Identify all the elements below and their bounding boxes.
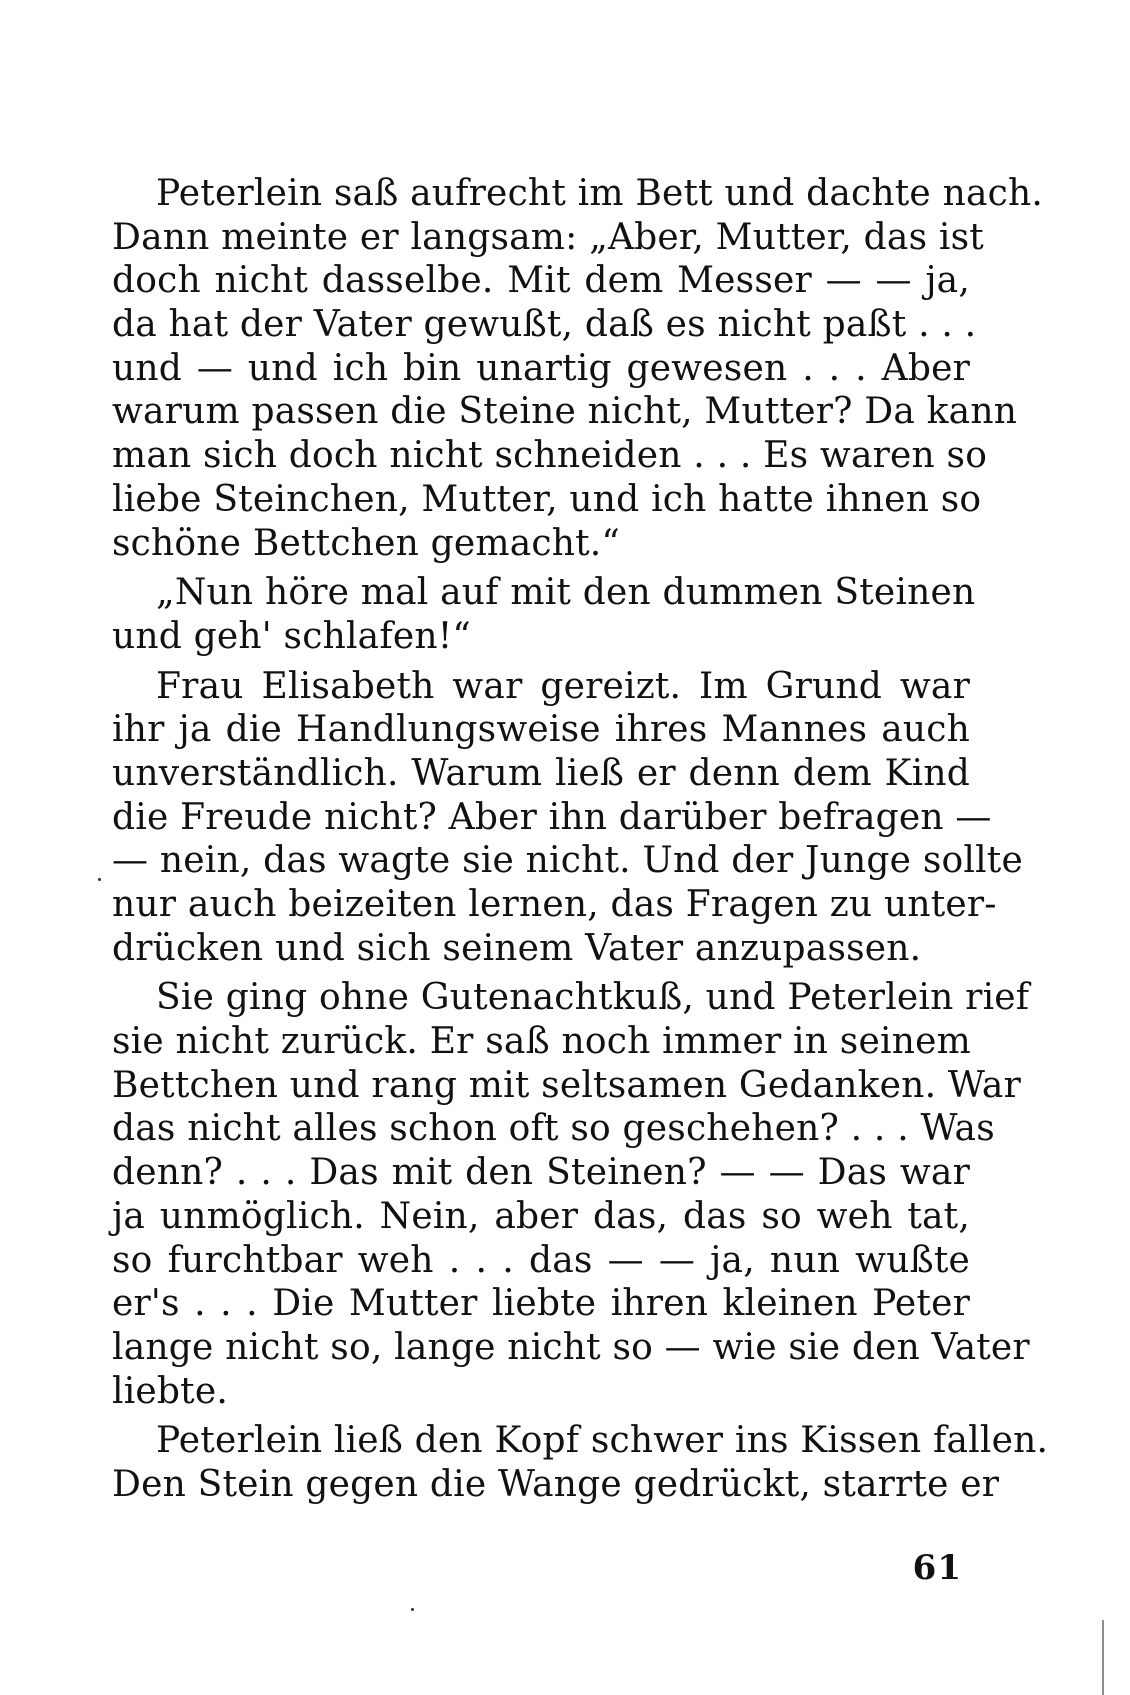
text-line: nur auch beizeiten lernen, das Fragen zu unter-: [112, 884, 997, 925]
scan-speck: [98, 878, 101, 881]
text-line: denn? . . . Das mit den Steinen? — — Das war: [112, 1152, 970, 1194]
text-line: sie nicht zurück. Er saß noch immer in seinem: [112, 1021, 971, 1063]
text-line: Frau Elisabeth war gereizt. Im Grund war: [156, 665, 970, 707]
text-line: unverständlich. Warum ließ er denn dem Kind: [112, 752, 970, 794]
text-line: da hat der Vater gewußt, daß es nicht paßt . . .: [112, 304, 977, 346]
text-line: ja unmöglich. Nein, aber das, das so weh tat,: [112, 1195, 970, 1237]
paragraph-1: [112, 172, 1044, 565]
text-line: liebte.: [112, 1370, 228, 1412]
text-line: — nein, das wagte sie nicht. Und der Junge sollte: [112, 840, 1023, 882]
text-line: so furchtbar weh . . . das — — ja, nun wußte: [112, 1239, 970, 1281]
text-line: und — und ich bin unartig gewesen . . . Aber: [112, 347, 970, 389]
scan-edge-mark: [1102, 1620, 1104, 1695]
paragraph-4: [112, 976, 1030, 1413]
text-line: Den Stein gegen die Wange gedrückt, starrte er: [112, 1463, 1000, 1505]
text-line: Dann meinte er langsam: „Aber, Mutter, das ist: [112, 216, 984, 258]
text-line: Sie ging ohne Gutenachtkuß, und Peterlein rief: [156, 977, 1030, 1019]
text-line: schöne Bettchen gemacht.“: [112, 522, 621, 564]
paragraph-5: [112, 1419, 1049, 1506]
text-line: das nicht alles schon oft so geschehen? . . . Was: [112, 1108, 995, 1150]
paragraph-3: [112, 665, 1023, 971]
text-line: Peterlein ließ den Kopf schwer ins Kissen fallen.: [156, 1420, 1049, 1462]
text-line: Peterlein saß aufrecht im Bett und dachte nach.: [156, 173, 1044, 214]
text-line: lange nicht so, lange nicht so — wie sie den Vater: [112, 1326, 1030, 1368]
paragraph-2: [112, 571, 976, 658]
text-line: warum passen die Steine nicht, Mutter? Da kann: [112, 391, 1018, 433]
scan-speck: [411, 1608, 414, 1611]
text-line: man sich doch nicht schneiden . . . Es waren so: [112, 435, 988, 477]
text-line: und geh' schlafen!“: [112, 615, 472, 657]
text-line: drücken und sich seinem Vater anzupassen.: [112, 927, 922, 969]
page-body-text: [112, 172, 1049, 1513]
text-line: er's . . . Die Mutter liebte ihren kleinen Peter: [112, 1283, 970, 1325]
text-line: „Nun höre mal auf mit den dummen Steinen: [156, 572, 976, 614]
text-line: doch nicht dasselbe. Mit dem Messer — — ja,: [112, 260, 970, 302]
text-line: Bettchen und rang mit seltsamen Gedanken. War: [112, 1064, 1021, 1106]
page-number: 61: [912, 1548, 962, 1588]
text-line: ihr ja die Handlungsweise ihres Mannes auch: [112, 709, 970, 751]
text-line: liebe Steinchen, Mutter, und ich hatte ihnen so: [112, 478, 982, 520]
text-line: die Freude nicht? Aber ihn darüber befragen —: [112, 796, 992, 838]
